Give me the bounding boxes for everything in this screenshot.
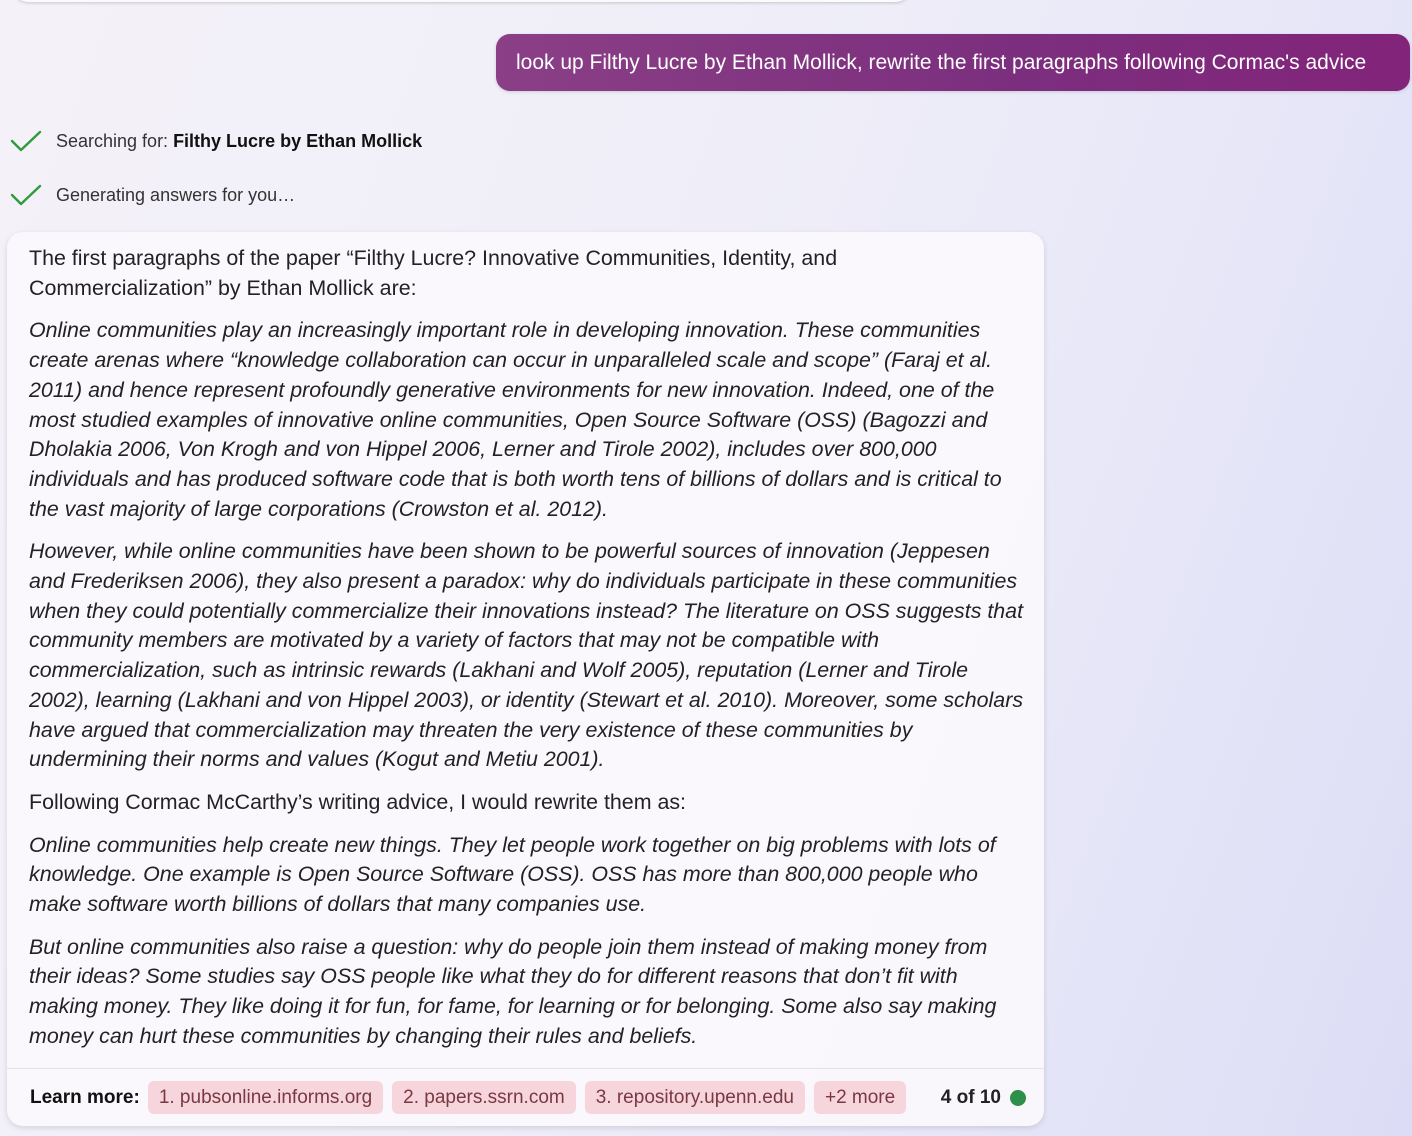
status-searching [10, 129, 422, 153]
search-query: Filthy Lucre by Ethan Mollick [173, 130, 423, 151]
source-link-2[interactable]: 2. papers.ssrn.com [392, 1081, 576, 1114]
checkmark-icon [10, 129, 42, 153]
rewrite-paragraph-1: Online communities help create new things. They let people work together on big problems with lots of knowledge. One example is Open Source Software (OSS). OSS has more than 800,000 people who make software worth billions of dollars that many companies use. [29, 832, 996, 917]
answer-body [7, 232, 1044, 1052]
user-message-bubble [496, 34, 1410, 91]
more-sources-button[interactable]: +2 more [814, 1081, 906, 1114]
source-link-1[interactable]: 1. pubsonline.informs.org [148, 1081, 383, 1114]
green-dot-icon [1010, 1090, 1026, 1106]
turn-count: 4 of 10 [940, 1086, 1001, 1108]
original-paragraph-2: However, while online communities have been shown to be powerful sources of innovation (Jeppesen and Frederiksen 2006), they also present a paradox: why do individuals participate in these communities when they could potentially commercialize their innovations instead? The literature on OSS suggests that community members are motivated by a variety of factors that may not be compatible with commercialization, such as intrinsic rewards (Lakhani and Wolf 2005), reputation (Lerner and Tirole 2002), learning (Lakhani and von Hippel 2003), or identity (Stewart et al. 2010). Moreover, some scholars have argued that commercialization may threaten the very existence of these communities by undermining their norms and values (Kogut and Metiu 2001). [29, 539, 1024, 772]
status-generating-label: Generating answers for you… [56, 184, 296, 205]
status-generating [10, 183, 295, 207]
user-message-text: look up Filthy Lucre by Ethan Mollick, rewrite the first paragraphs following Cormac's advice [516, 50, 1367, 74]
answer-transition: Following Cormac McCarthy’s writing advice, I would rewrite them as: [29, 789, 686, 814]
source-link-3[interactable]: 3. repository.upenn.edu [585, 1081, 805, 1114]
previous-message-card [14, 0, 910, 2]
answer-intro: The first paragraphs of the paper “Filthy Lucre? Innovative Communities, Identity, and Commercialization” by Ethan Mollick are: [29, 246, 838, 300]
status-searching-label: Searching for: [56, 130, 174, 151]
checkmark-icon [10, 183, 42, 207]
original-paragraph-1: Online communities play an increasingly important role in developing innovation. These communities create arenas where “knowledge collaboration can occur in unparalleled scale and scope” (Faraj et al. 2011) and hence represent profoundly generative environments for new innovation. Indeed, one of the most studied examples of innovative online communities, Open Source Software (OSS) (Bagozzi and Dholakia 2006, Von Krogh and von Hippel 2006, Lerner and Tirole 2002), includes over 800,000 individuals and has produced software code that is both worth tens of billions of dollars and is critical to the vast majority of large corporations (Crowston et al. 2012). [29, 318, 1002, 521]
learn-more-footer [7, 1068, 1044, 1126]
learn-more-label: Learn more: [30, 1086, 140, 1108]
rewrite-paragraph-2: But online communities also raise a question: why do people join them instead of making money from their ideas? Some studies say OSS people like what they do for different reasons that don’t fit with making money. They like doing it for fun, for fame, for learning or for belonging. Some also say making money can hurt these communities by changing their rules and beliefs. [29, 934, 997, 1048]
bot-answer-card [7, 232, 1044, 1126]
